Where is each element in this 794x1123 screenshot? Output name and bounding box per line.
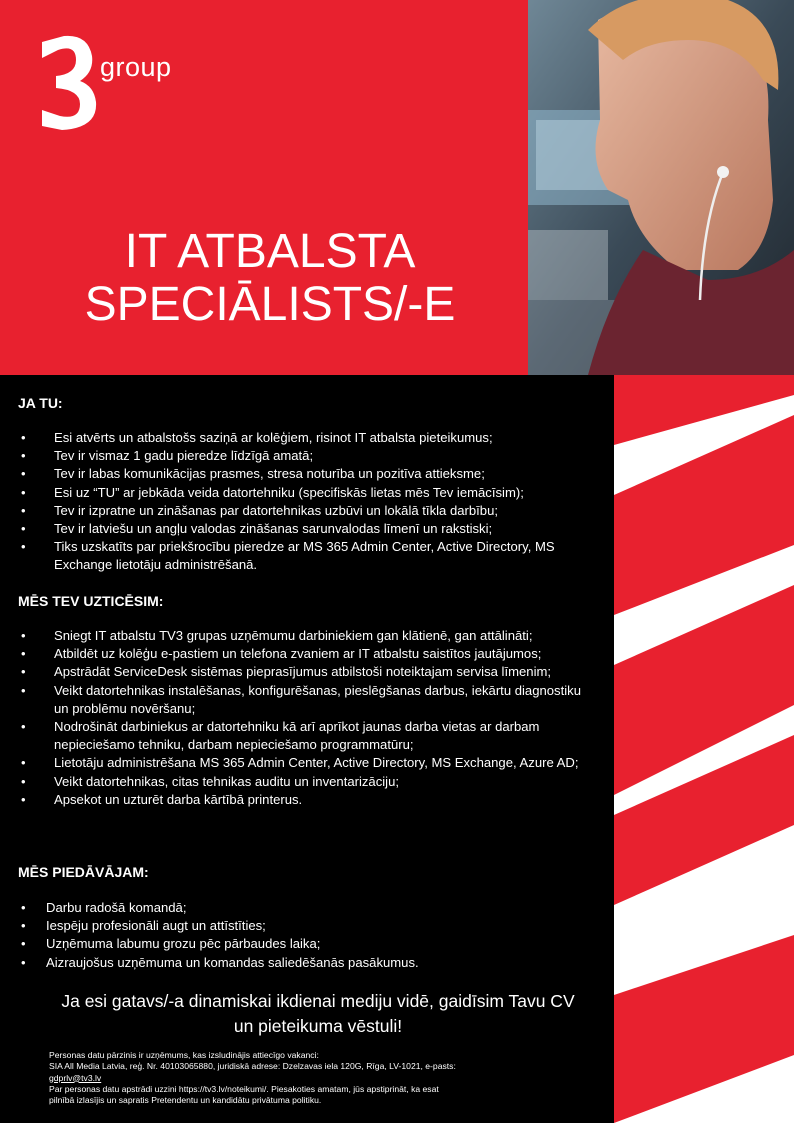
title-line-2: SPECIĀLISTS/-E <box>84 278 456 331</box>
requirements-list <box>18 429 598 575</box>
decorative-stripes <box>614 375 794 1123</box>
section-heading-offer: MĒS PIEDĀVĀJAM: <box>18 864 149 880</box>
call-to-action <box>18 989 618 1039</box>
privacy-line-1: Personas datu pārzinis ir uzņēmums, kas izsludinājis attiecīgo vakanci: <box>49 1050 319 1060</box>
list-item: • Esi uz “TU” ar jebkāda veida datortehniku (specifiskās lietas mēs Tev iemācīsim); <box>18 484 598 502</box>
list-item: • Tev ir latviešu un angļu valodas zināšanas sarunvalodas līmenī un rakstiski; <box>18 520 598 538</box>
list-item: • Tev ir labas komunikācijas prasmes, stresa noturība un pozitīva attieksme; <box>18 465 598 483</box>
list-item: • Tev ir izpratne un zināšanas par datortehnikas uzbūvi un lokālā tīkla darbību; <box>18 502 598 520</box>
page-title <box>0 225 540 331</box>
job-description <box>0 375 614 1123</box>
list-item: • Apstrādāt ServiceDesk sistēmas pieprasījumus atbilstoši noteiktajam servisa līmenim; <box>18 663 598 681</box>
cta-line-2: un pieteikuma vēstuli! <box>233 1016 403 1036</box>
privacy-line-2: SIA All Media Latvia, reģ. Nr. 40103065880, juridiskā adrese: Dzelzavas iela 120G, Rīga, LV-1021, e-pasts: <box>49 1061 456 1072</box>
list-item: • Uzņēmuma labumu grozu pēc pārbaudes laika; <box>18 935 598 953</box>
title-line-1: IT ATBALSTA <box>124 225 416 278</box>
brand-word: group <box>100 52 172 82</box>
list-item: • Iespēju profesionāli augt un attīstīties; <box>18 917 598 935</box>
list-item: • Lietotāju administrēšana MS 365 Admin Center, Active Directory, MS Exchange, Azure AD; <box>18 754 598 772</box>
list-item: • Sniegt IT atbalstu TV3 grupas uzņēmumu darbiniekiem gan klātienē, gan attālināti; <box>18 627 598 645</box>
list-item: • Darbu radošā komandā; <box>18 899 598 917</box>
list-item: • Tiks uzskatīts par priekšrocību pieredze ar MS 365 Admin Center, Active Directory, MS Exchange lietotāju administrēšanā. <box>18 538 598 574</box>
list-item: • Esi atvērts un atbalstošs saziņā ar kolēģiem, risinot IT atbalsta pieteikumus; <box>18 429 598 447</box>
stripes-graphic <box>614 375 794 1123</box>
section-heading-you: JA TU: <box>18 395 63 411</box>
privacy-line-3: Par personas datu apstrādi uzzini https://tv3.lv/noteikumi/. Piesakoties amatam, jūs apstiprināt, ka esat <box>49 1083 439 1094</box>
offer-list <box>18 899 598 972</box>
section-heading-trust: MĒS TEV UZTICĒSIM: <box>18 593 164 609</box>
list-item: • Aizraujošus uzņēmuma un komandas saliedēšanās pasākumus. <box>18 954 598 972</box>
list-item: • Apsekot un uzturēt darba kārtībā printerus. <box>18 791 598 809</box>
person-photo-illustration <box>528 0 794 375</box>
list-item: • Atbildēt uz kolēģu e-pastiem un telefona zvaniem ar IT atbalstu saistītos jautājumos; <box>18 645 598 663</box>
list-item: • Veikt datortehnikas, citas tehnikas auditu un inventarizāciju; <box>18 773 598 791</box>
responsibilities-list <box>18 627 598 809</box>
cta-line-1: Ja esi gatavs/-a dinamiskai ikdienai mediju vidē, gaidīsim Tavu CV <box>61 991 575 1011</box>
privacy-line-4: pilnībā izlasījis un sapratis Pretendentu un kandidātu privātuma politiku. <box>49 1095 322 1106</box>
list-item: • Nodrošināt darbiniekus ar datortehniku kā arī aprīkot jaunas darba vietas ar darbam nepieciešamo tehniku, darbam nepieciešamo programmatūru; <box>18 718 598 754</box>
header-banner <box>0 0 794 375</box>
header-photo <box>528 0 794 375</box>
privacy-email-link[interactable]: gdprlv@tv3.lv <box>49 1072 102 1083</box>
list-item: • Tev ir vismaz 1 gadu pieredze līdzīgā amatā; <box>18 447 598 465</box>
list-item: • Veikt datortehnikas instalēšanas, konfigurēšanas, pieslēgšanas darbus, iekārtu diagnostiku un problēmu novēršanu; <box>18 682 598 718</box>
privacy-notice <box>49 1050 609 1106</box>
tv3-logo-icon <box>36 34 98 130</box>
